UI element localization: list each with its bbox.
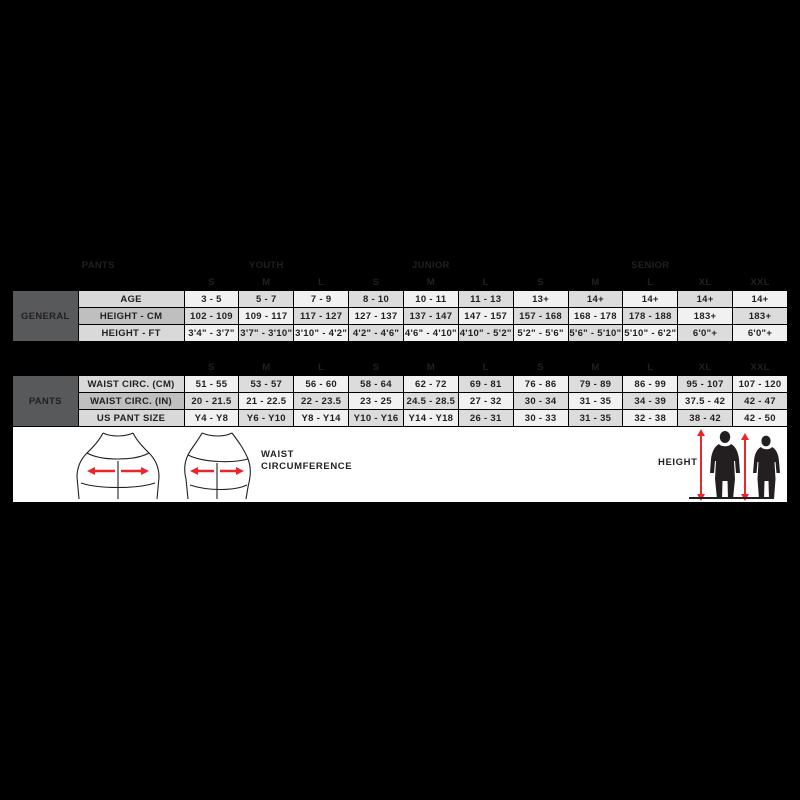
- cell-value: 3 - 5: [184, 291, 239, 308]
- cell-value: 117 - 127: [294, 308, 349, 325]
- size-code-senior-xxl-2: XXL: [733, 359, 788, 376]
- size-code-senior-xl-2: XL: [678, 359, 733, 376]
- cell-value: 24.5 - 28.5: [403, 393, 458, 410]
- height-arrow-male-icon: [696, 429, 706, 501]
- cell-value: 14+: [568, 291, 623, 308]
- cell-value: 34 - 39: [623, 393, 678, 410]
- height-arrow-female-icon: [740, 433, 750, 501]
- cell-value: 3'4" - 3'7": [184, 325, 239, 342]
- section-divider: [13, 342, 788, 359]
- waist-figure-side-icon: [168, 431, 268, 501]
- cell-value: 30 - 33: [513, 410, 568, 427]
- size-code-youth-s: S: [184, 274, 239, 291]
- size-code-junior-s-2: S: [349, 359, 404, 376]
- cell-value: 31 - 35: [568, 393, 623, 410]
- waist-figure-front-icon: [63, 431, 173, 501]
- cell-value: 3'7" - 3'10": [239, 325, 294, 342]
- row-label-waist-in: WAIST CIRC. (IN): [78, 393, 184, 410]
- cell-value: 42 - 47: [733, 393, 788, 410]
- size-code-senior-xxl: XXL: [733, 274, 788, 291]
- section-label-pants: PANTS: [13, 376, 79, 427]
- group-heading-junior: JUNIOR: [349, 257, 514, 274]
- cell-value: 14+: [733, 291, 788, 308]
- cell-value: Y4 - Y8: [184, 410, 239, 427]
- cell-value: 5'10" - 6'2": [623, 325, 678, 342]
- cell-value: Y6 - Y10: [239, 410, 294, 427]
- size-code-junior-m: M: [403, 274, 458, 291]
- size-code-junior-l-2: L: [458, 359, 513, 376]
- cell-value: 6'0"+: [733, 325, 788, 342]
- cell-value: 11 - 13: [458, 291, 513, 308]
- cell-value: 95 - 107: [678, 376, 733, 393]
- size-code-senior-m: M: [568, 274, 623, 291]
- cell-value: 107 - 120: [733, 376, 788, 393]
- size-code-senior-l-2: L: [623, 359, 678, 376]
- height-figure-male-icon: [705, 429, 745, 501]
- cell-value: 5 - 7: [239, 291, 294, 308]
- cell-value: 62 - 72: [403, 376, 458, 393]
- table-row: [13, 376, 788, 393]
- cell-value: 27 - 32: [458, 393, 513, 410]
- cell-value: 21 - 22.5: [239, 393, 294, 410]
- height-label: HEIGHT: [658, 457, 698, 468]
- size-chart: [8, 252, 792, 503]
- cell-value: 30 - 34: [513, 393, 568, 410]
- size-table: [12, 256, 788, 427]
- table-row: [13, 291, 788, 308]
- cell-value: 168 - 178: [568, 308, 623, 325]
- table-row: [13, 308, 788, 325]
- waist-label-line2: CIRCUMFERENCE: [261, 461, 353, 472]
- cell-value: 23 - 25: [349, 393, 404, 410]
- cell-value: 4'2" - 4'6": [349, 325, 404, 342]
- cell-value: 26 - 31: [458, 410, 513, 427]
- cell-value: 4'10" - 5'2": [458, 325, 513, 342]
- cell-value: 147 - 157: [458, 308, 513, 325]
- cell-value: 5'6" - 5'10": [568, 325, 623, 342]
- footer-bar: [8, 540, 792, 546]
- row-label-height-cm: HEIGHT - CM: [78, 308, 184, 325]
- cell-value: 76 - 86: [513, 376, 568, 393]
- page-title: PANTS: [13, 257, 185, 274]
- cell-value: 79 - 89: [568, 376, 623, 393]
- size-code-youth-m: M: [239, 274, 294, 291]
- waist-circumference-label: [261, 449, 352, 473]
- size-code-junior-l: L: [458, 274, 513, 291]
- group-heading-youth: YOUTH: [184, 257, 349, 274]
- cell-value: 8 - 10: [349, 291, 404, 308]
- group-heading-senior: SENIOR: [513, 257, 787, 274]
- cell-value: 13+: [513, 291, 568, 308]
- cell-value: 3'10" - 4'2": [294, 325, 349, 342]
- size-code-youth-l: L: [294, 274, 349, 291]
- cell-value: Y10 - Y16: [349, 410, 404, 427]
- size-code-youth-l-2: L: [294, 359, 349, 376]
- spacer-cell: [13, 274, 185, 291]
- cell-value: 37.5 - 42: [678, 393, 733, 410]
- table-row: [13, 393, 788, 410]
- header-row-sizes-general: [13, 274, 788, 291]
- row-label-height-ft: HEIGHT - FT: [78, 325, 184, 342]
- cell-value: 56 - 60: [294, 376, 349, 393]
- cell-value: 4'6" - 4'10": [403, 325, 458, 342]
- cell-value: 20 - 21.5: [184, 393, 239, 410]
- row-label-waist-cm: WAIST CIRC. (CM): [78, 376, 184, 393]
- cell-value: 127 - 137: [349, 308, 404, 325]
- ground-line: [689, 497, 769, 499]
- cell-value: 14+: [623, 291, 678, 308]
- row-label-age: AGE: [78, 291, 184, 308]
- cell-value: 183+: [678, 308, 733, 325]
- measurement-illustration: [12, 427, 788, 503]
- cell-value: 178 - 188: [623, 308, 678, 325]
- cell-value: 109 - 117: [239, 308, 294, 325]
- size-code-senior-s: S: [513, 274, 568, 291]
- size-code-senior-s-2: S: [513, 359, 568, 376]
- cell-value: 10 - 11: [403, 291, 458, 308]
- cell-value: Y14 - Y18: [403, 410, 458, 427]
- section-label-general: GENERAL: [13, 291, 79, 342]
- cell-value: 69 - 81: [458, 376, 513, 393]
- cell-value: 157 - 168: [513, 308, 568, 325]
- cell-value: 38 - 42: [678, 410, 733, 427]
- size-code-senior-l: L: [623, 274, 678, 291]
- cell-value: 7 - 9: [294, 291, 349, 308]
- cell-value: 5'2" - 5'6": [513, 325, 568, 342]
- size-code-youth-m-2: M: [239, 359, 294, 376]
- cell-value: 32 - 38: [623, 410, 678, 427]
- cell-value: 137 - 147: [403, 308, 458, 325]
- waist-label-line1: WAIST: [261, 449, 295, 460]
- cell-value: 31 - 35: [568, 410, 623, 427]
- header-row-sizes-pants: [13, 359, 788, 376]
- table-row: [13, 410, 788, 427]
- cell-value: 102 - 109: [184, 308, 239, 325]
- height-figure-female-icon: [748, 433, 784, 501]
- cell-value: 53 - 57: [239, 376, 294, 393]
- size-code-youth-s-2: S: [184, 359, 239, 376]
- size-code-junior-s: S: [349, 274, 404, 291]
- cell-value: 42 - 50: [733, 410, 788, 427]
- cell-value: Y8 - Y14: [294, 410, 349, 427]
- header-row-groups: [13, 257, 788, 274]
- cell-value: 6'0"+: [678, 325, 733, 342]
- row-label-us-pant-size: US PANT SIZE: [78, 410, 184, 427]
- cell-value: 86 - 99: [623, 376, 678, 393]
- size-code-junior-m-2: M: [403, 359, 458, 376]
- cell-value: 14+: [678, 291, 733, 308]
- cell-value: 58 - 64: [349, 376, 404, 393]
- cell-value: 22 - 23.5: [294, 393, 349, 410]
- cell-value: 183+: [733, 308, 788, 325]
- table-row: [13, 325, 788, 342]
- spacer-cell: [13, 359, 185, 376]
- size-code-senior-m-2: M: [568, 359, 623, 376]
- size-code-senior-xl: XL: [678, 274, 733, 291]
- cell-value: 51 - 55: [184, 376, 239, 393]
